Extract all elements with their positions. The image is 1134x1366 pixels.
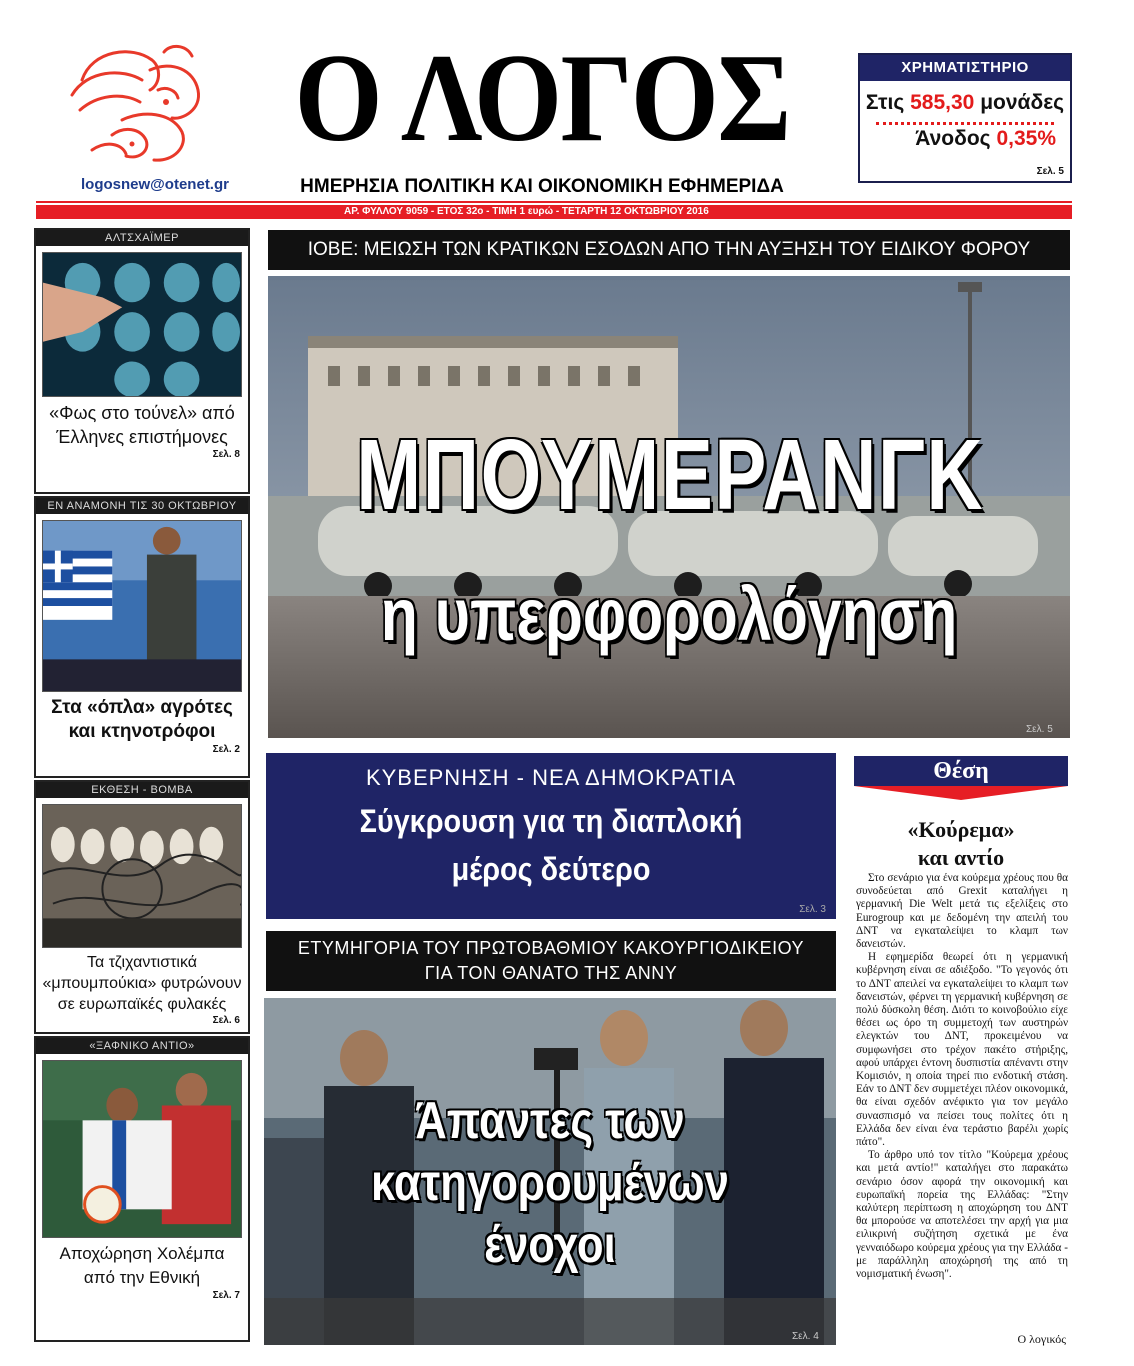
sidebar-text: «Φως στο τούνελ» από Έλληνες επιστήμονες [49, 403, 235, 447]
sidebar-kicker: «ΞΑΦΝΙΚΟ ΑΝΤΙΟ» [36, 1038, 248, 1054]
main-page-ref: Σελ. 5 [1026, 724, 1053, 735]
stock-change-value: 0,35% [996, 127, 1056, 150]
stock-label: ΧΡΗΜΑΤΙΣΤΗΡΙΟ [860, 55, 1070, 81]
opinion-section-label: Θέση [854, 756, 1068, 786]
sidebar-kicker: ΑΛΤΣΧΑΪΜΕΡ [36, 230, 248, 246]
main-story-kicker: ΙΟΒΕ: ΜΕΙΩΣΗ ΤΩΝ ΚΡΑΤΙΚΩΝ ΕΣΟΔΩΝ ΑΠΟ ΤΗΝ ΑΥΞΗΣΗ ΤΟΥ ΕΙΔΙΚΟΥ ΦΟΡΟΥ [268, 230, 1070, 270]
court-page-ref: Σελ. 4 [792, 1331, 819, 1342]
opinion-paragraph: Η εφημερίδα θεωρεί ότι η γερμανική κυβέρνηση είναι σε αδιέξοδο. "Το γεγονός ότι το ΔΝΤ απειλεί να εγκαταλείψει το κλαμπ των δανειστών, φέρνει τη γερμανική κυβέρνηση σε πολύ δύσκολη θέση. Διότι το κοινοβούλιο είχε θέσει ως όρο τη συμμετοχή των αυστηρών ελεγκτών του ΔΝΤ, προκειμένου να συμφωνήσει στο τρέχον πακέτο στήριξης, αφού υπάρχει έντονη δυσπιστία απέναντι στην Κομισιόν, η οποία τηρεί πιο ενδοτική στάση. Εάν το ΔΝΤ δεν συμμετέχει πλέον οικονομικά, θα είναι σχεδόν ανέφικτο για τον μεγάλο συνασπισμό να πείσει τους πολίτες ότι η Ελλάδα δεν είναι ένα τεράστιο βαρέλι χωρίς πάτο". [856, 951, 1068, 1149]
sidebar-text: Τα τζιχαντιστικά «μπουμπούκια» φυτρώνουν σε ευρωπαϊκές φυλακές [42, 954, 242, 1013]
opinion-title [854, 816, 1068, 872]
gov-kicker: ΚΥΒΕΡΝΗΣΗ - ΝΕΑ ΔΗΜΟΚΡΑΤΙΑ [365, 765, 737, 790]
court-headline-line1: Άπαντες των [415, 1092, 685, 1150]
sidebar-kicker: ΕΝ ΑΝΑΜΟΝΗ ΤΙΣ 30 ΟΚΤΩΒΡΙΟΥ [36, 498, 248, 514]
stock-points: 585,30 [910, 91, 975, 114]
opinion-paragraph: Στο σενάριο για ένα κούρεμα χρέους που θα συνοδεύεται από Grexit καταλήγει η γερμανική Die Welt μετά τις εξελίξεις στο Eurogroup και με δεδομένη την απειλή του ΔΝΤ να εγκαταλείψει το κλαμπ των δανειστών. [856, 872, 1068, 951]
issue-info-bar: ΑΡ. ΦΥΛΛΟΥ 9059 - ΕΤΟΣ 32ο - ΤΙΜΗ 1 ευρώ - ΤΕΤΑΡΤΗ 12 ΟΚΤΩΒΡΙΟΥ 2016 [36, 205, 1072, 219]
sidebar-text: Στα «όπλα» αγρότες και κτηνοτρόφοι [51, 697, 233, 742]
newspaper-title: Ο ΛΟΓΟΣ [294, 29, 790, 168]
logo-icon [62, 40, 210, 170]
court-headline-line2: κατηγορουμένων ένοχοι [371, 1154, 729, 1274]
court-kicker [266, 931, 836, 991]
stock-points-line [860, 91, 1070, 115]
gov-title-line2: μέρος δεύτερο [451, 851, 651, 887]
sidebar-kicker: ΕΚΘΕΣΗ - ΒΟΜΒΑ [36, 782, 248, 798]
main-subheadline: η υπερφορολόγηση [380, 573, 958, 656]
opinion-arrow-icon [854, 786, 1068, 800]
sidebar-item-alzheimer[interactable] [34, 228, 250, 494]
brain-scan-photo [42, 252, 242, 397]
opinion-title-line1: «Κούρεμα» [907, 817, 1015, 842]
main-headline: ΜΠΟΥΜΕΡΑΝΓΚ [356, 419, 985, 531]
opinion-signature: Ο λογικός [1017, 1332, 1066, 1346]
football-photo [42, 1060, 242, 1238]
stock-change-line [860, 127, 1070, 151]
sidebar-text: Αποχώρηση Χολέμπα από την Εθνική [59, 1244, 225, 1287]
stock-change-label: Άνοδος [915, 127, 991, 150]
stock-suffix: μονάδες [980, 91, 1065, 114]
stock-market-box [858, 53, 1072, 183]
court-kicker-line2: ΓΙΑ ΤΟΝ ΘΑΝΑΤΟ ΤΗΣ ΑΝΝΥ [424, 963, 678, 983]
masthead-divider [36, 201, 1072, 203]
sidebar-page-ref: Σελ. 6 [212, 1015, 240, 1026]
farmers-protest-photo [42, 520, 242, 692]
opinion-body [856, 872, 1068, 1281]
sidebar-page-ref: Σελ. 7 [212, 1290, 240, 1301]
newspaper-subtitle: ΗΜΕΡΗΣΙΑ ΠΟΛΙΤΙΚΗ ΚΑΙ ΟΙΚΟΝΟΜΙΚΗ ΕΦΗΜΕΡΙΔΑ [300, 176, 784, 197]
court-headline [310, 1090, 790, 1276]
gov-title-line1: Σύγκρουση για τη διαπλοκή [359, 803, 743, 839]
sidebar-page-ref: Σελ. 2 [212, 744, 240, 755]
contact-email[interactable]: logosnew@otenet.gr [81, 176, 229, 193]
sidebar-page-ref: Σελ. 8 [212, 449, 240, 460]
opinion-paragraph: Το άρθρο υπό τον τίτλο "Κούρεμα χρέους και μετά αντίο!" καταλήγει στο παρακάτω σενάριο όσον αφορά την οικονομική και ευρωπαϊκή πορεία της Ελλάδας: "Στην καλύτερη περίπτωση η αποχώρηση του ΔΝΤ θα μπορούσε να αποτελέσει την αρχή για μια ειλικρινή συζήτηση σχετικά με ένα γενναιόδωρο κούρεμα χρέους για την Ελλάδα - με παράλληλη αποχώρησή της από τη νομισματική ένωση". [856, 1149, 1068, 1281]
stock-page-ref: Σελ. 5 [1036, 166, 1064, 177]
prison-photo [42, 804, 242, 948]
sidebar-item-prisons[interactable] [34, 780, 250, 1034]
stock-prefix: Στις [865, 91, 905, 114]
gov-story-box[interactable] [266, 753, 836, 919]
court-kicker-line1: ΕΤΥΜΗΓΟΡΙΑ ΤΟΥ ΠΡΩΤΟΒΑΘΜΙΟΥ ΚΑΚΟΥΡΓΙΟΔΙΚΕΙΟΥ [297, 938, 805, 958]
stock-divider [876, 122, 1054, 125]
sidebar-item-national-team[interactable] [34, 1036, 250, 1342]
sidebar-item-farmers[interactable] [34, 496, 250, 778]
gov-page-ref: Σελ. 3 [799, 904, 826, 915]
opinion-title-line2: και αντίο [917, 845, 1005, 870]
